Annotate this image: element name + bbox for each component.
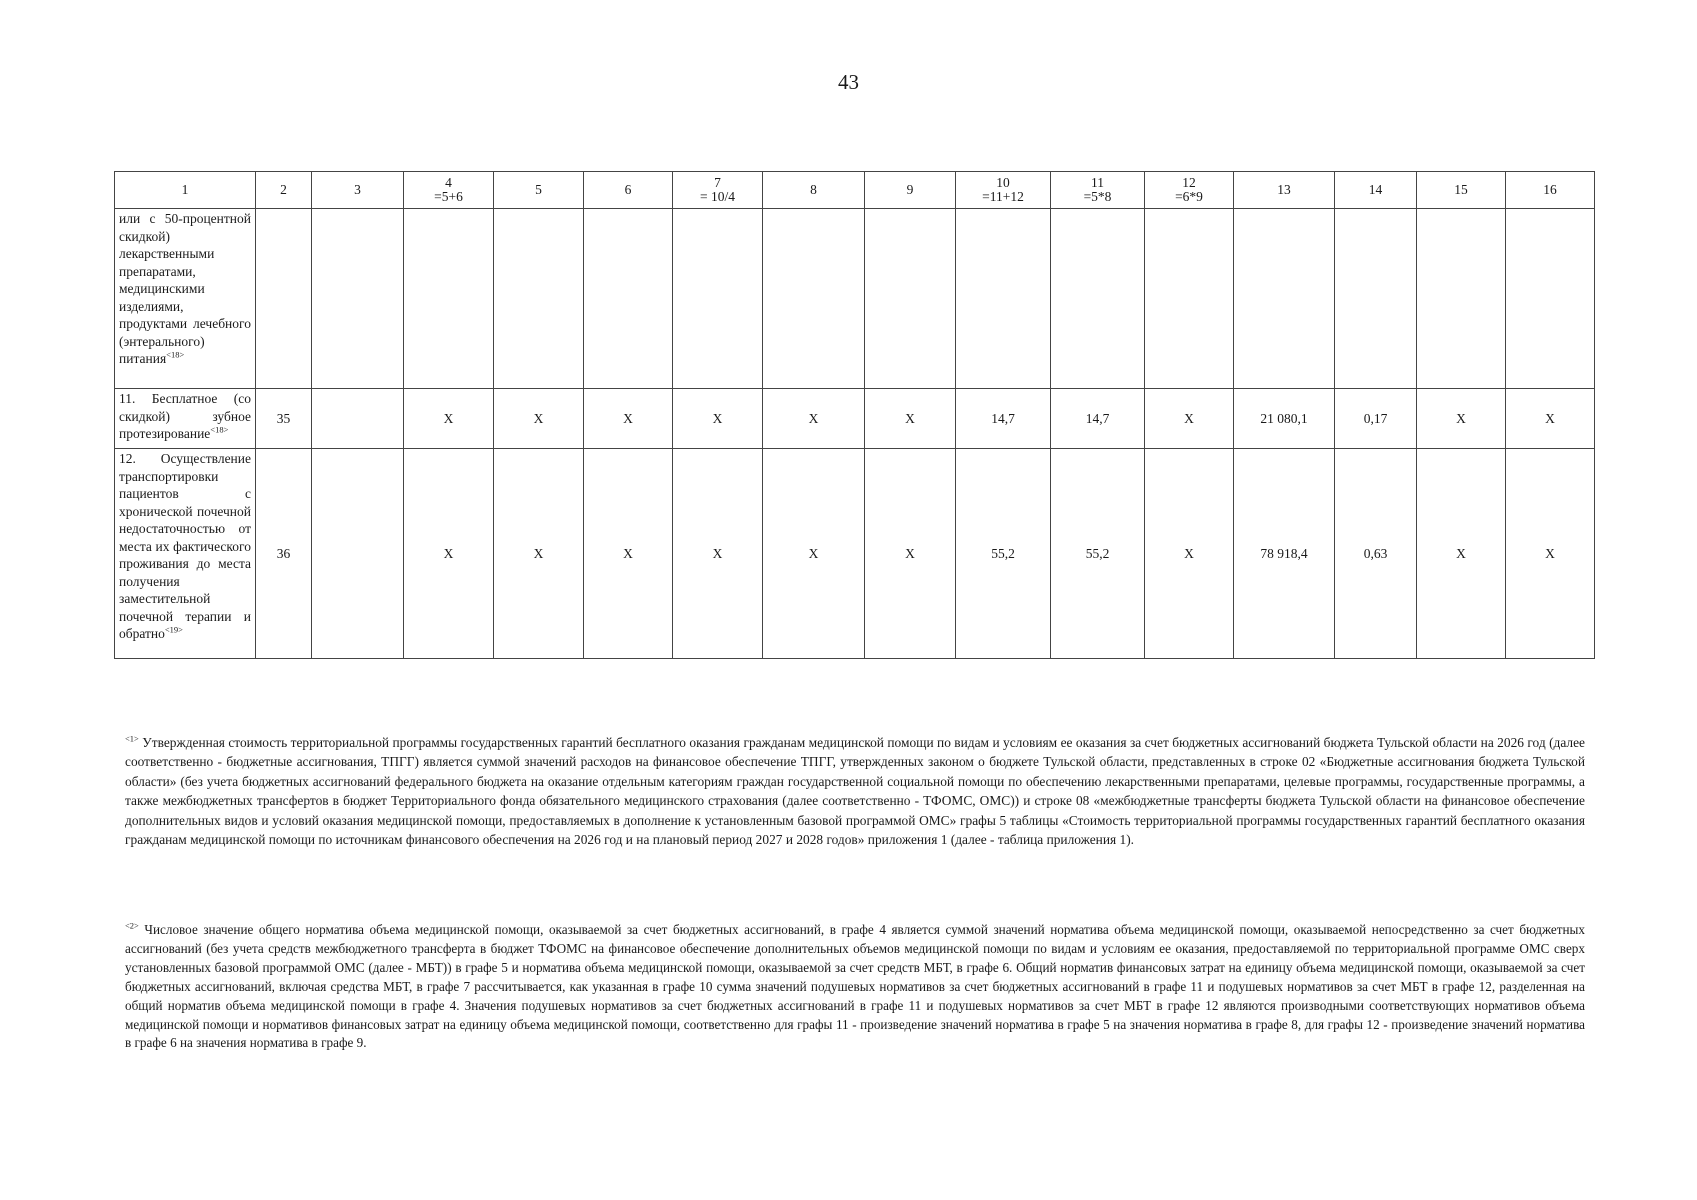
table-cell	[1506, 209, 1595, 389]
table-cell: X	[584, 389, 673, 449]
column-number: 3	[354, 182, 361, 197]
column-number-row	[115, 172, 1595, 209]
table-cell: 55,2	[956, 449, 1051, 659]
table-cell	[1335, 209, 1417, 389]
column-header	[1234, 172, 1335, 209]
row-name	[115, 449, 256, 659]
table-cell	[673, 209, 763, 389]
column-number: 14	[1368, 182, 1383, 197]
table-cell: X	[1417, 389, 1506, 449]
column-header	[763, 172, 865, 209]
table-cell: X	[1145, 449, 1234, 659]
column-header	[956, 172, 1051, 209]
table-cell	[1234, 209, 1335, 389]
table-cell: 21 080,1	[1234, 389, 1335, 449]
column-header	[404, 172, 494, 209]
column-number: 16	[1543, 182, 1557, 197]
table-cell: X	[865, 389, 956, 449]
table-cell	[1051, 209, 1145, 389]
column-number: 11	[1091, 175, 1104, 190]
table-cell: X	[763, 449, 865, 659]
column-number: 13	[1277, 182, 1291, 197]
table-cell: X	[673, 389, 763, 449]
footnote-text: Числовое значение общего норматива объема медицинской помощи, оказываемой за счет бюджетных ассигнований, в графе 4 является суммой значений норматива объема медицинской помощи, оказываемой непосредственно за счет бюджетных ассигнований (без учета средств межбюджетного трансферта в бюджет ТФОМС на финансовое обеспечение дополнительных объемов медицинской помощи по видам и условиям ее оказания, предоставляемой по территориальной программе ОМС сверх установленных базовой программой ОМС (далее - МБТ)) в графе 5 и норматива объема медицинской помощи, оказываемой за счет средств МБТ, в графе 6. Общий норматив финансовых затрат на единицу объема медицинской помощи, оказываемой за счет бюджетных ассигнований, включая средства МБТ, в графе 7 рассчитывается, как указанная в графе 10 сумма значений подушевых нормативов за счет бюджетных ассигнований в графе 11 и подушевых нормативов за счет МБТ в графе 12, разделенная на общий норматив объема медицинской помощи в графе 4. Значения подушевых нормативов за счет бюджетных ассигнований в графе 11 и подушевых нормативов за счет МБТ в графе 12 являются производными соответствующих нормативов объема медицинской помощи и нормативов финансовых затрат на единицу объема медицинской помощи, соответственно для графы 11 - произведение значений норматива в графе 5 на значения норматива в графе 8, для графы 12 - произведение значений норматива в графе 6 на значения норматива в графе 9.	[125, 922, 1586, 1051]
row-name	[115, 209, 256, 389]
column-formula: =5+6	[434, 189, 463, 204]
table-cell	[1145, 209, 1234, 389]
column-header	[494, 172, 584, 209]
table-cell: X	[1506, 389, 1595, 449]
data-table	[114, 171, 1595, 659]
table-cell	[1417, 209, 1506, 389]
table-body	[115, 209, 1595, 659]
table-cell: X	[673, 449, 763, 659]
column-header	[312, 172, 404, 209]
footnote-ref: <18>	[166, 349, 185, 360]
column-header	[1506, 172, 1595, 209]
table-cell: X	[763, 389, 865, 449]
column-header	[256, 172, 312, 209]
footnote-ref: <19>	[164, 624, 183, 635]
table-cell: 78 918,4	[1234, 449, 1335, 659]
column-header	[1335, 172, 1417, 209]
table-cell: X	[584, 449, 673, 659]
table-row	[115, 389, 1595, 449]
column-number: 9	[906, 182, 914, 197]
row-name-text: 12. Осуществление транспортировки пациентов с хронической почечной недостаточностью от места их фактического проживания до места получения заместительной почечной терапии и обратно	[119, 451, 251, 641]
column-formula: = 10/4	[700, 189, 735, 204]
table-cell	[956, 209, 1051, 389]
footnote-1	[125, 733, 1585, 849]
table-cell: 0,63	[1335, 449, 1417, 659]
column-number: 1	[181, 182, 189, 197]
table-cell: 35	[256, 389, 312, 449]
table-row	[115, 209, 1595, 389]
column-formula: =11+12	[982, 189, 1024, 204]
table-cell: 36	[256, 449, 312, 659]
table-cell: X	[1417, 449, 1506, 659]
table-cell	[312, 389, 404, 449]
table-cell	[404, 209, 494, 389]
table-cell	[865, 209, 956, 389]
table-cell	[763, 209, 865, 389]
table-cell	[312, 449, 404, 659]
column-header	[1417, 172, 1506, 209]
column-number: 12	[1182, 175, 1196, 190]
row-name	[115, 389, 256, 449]
column-number: 8	[810, 182, 817, 197]
column-number: 15	[1454, 182, 1468, 197]
table-cell: 55,2	[1051, 449, 1145, 659]
table-cell: X	[1506, 449, 1595, 659]
row-name-text: 11. Бесплатное (со скидкой) зубное протезирование	[119, 391, 251, 441]
table-cell: X	[494, 389, 584, 449]
column-number: 7	[714, 175, 721, 190]
table-cell: X	[494, 449, 584, 659]
table-cell: 14,7	[1051, 389, 1145, 449]
column-number: 2	[280, 182, 287, 197]
column-number: 5	[535, 182, 542, 197]
column-header	[584, 172, 673, 209]
column-formula: =6*9	[1175, 189, 1203, 204]
footnote-mark: <2>	[125, 920, 139, 931]
column-number: 6	[624, 182, 632, 197]
row-name-text: или с 50-процентной скидкой) лекарственными препаратами, медицинскими изделиями, продуктами лечебного (энтерального) питания	[119, 211, 251, 366]
table-cell	[312, 209, 404, 389]
footnote-2	[125, 921, 1585, 1053]
footnote-text: Утвержденная стоимость территориальной программы государственных гарантий бесплатного оказания гражданам медицинской помощи по видам и условиям ее оказания за счет бюджетных ассигнований бюджета Тульской области на 2026 год (далее соответственно - бюджетные ассигнования, ТПГГ) является суммой значений расходов на финансовое обеспечение ТПГГ, утвержденных законом о бюджете Тульской области, представленных в строке 02 «Бюджетные ассигнования бюджета Тульской области» (без учета бюджетных ассигнований федерального бюджета на оказание отдельным категориям граждан государственной социальной помощи по обеспечению лекарственными препаратами, целевые программы, государственные программы, а также межбюджетных трансфертов в бюджет Территориального фонда обязательного медицинского страхования (далее соответственно - ТФОМС, ОМС)) и строке 08 «межбюджетные трансферты бюджета Тульской области на финансовое обеспечение дополнительных видов и условий оказания медицинской помощи, предоставляемых в дополнение к установленным базовой программой ОМС» графы 5 таблицы «Стоимость территориальной программы государственных гарантий бесплатного оказания гражданам медицинской помощи по источникам финансового обеспечения на 2026 год и на плановый период 2027 и 2028 годов» приложения 1 (далее - таблица приложения 1).	[125, 735, 1585, 848]
column-header	[115, 172, 256, 209]
column-number: 10	[996, 175, 1010, 190]
column-header	[865, 172, 956, 209]
footnote-mark: <1>	[125, 733, 139, 744]
table-cell: X	[1145, 389, 1234, 449]
column-header	[1145, 172, 1234, 209]
footnote-ref: <18>	[210, 424, 229, 435]
table-cell	[494, 209, 584, 389]
column-header	[1051, 172, 1145, 209]
column-number: 4	[445, 175, 452, 190]
page-number: 43	[838, 70, 859, 94]
column-header	[673, 172, 763, 209]
table-cell	[584, 209, 673, 389]
table-cell: 0,17	[1335, 389, 1417, 449]
table-cell: X	[404, 449, 494, 659]
table-row	[115, 449, 1595, 659]
table-cell: X	[865, 449, 956, 659]
table-cell: 14,7	[956, 389, 1051, 449]
column-formula: =5*8	[1083, 189, 1112, 204]
table-cell: X	[404, 389, 494, 449]
table-cell	[256, 209, 312, 389]
